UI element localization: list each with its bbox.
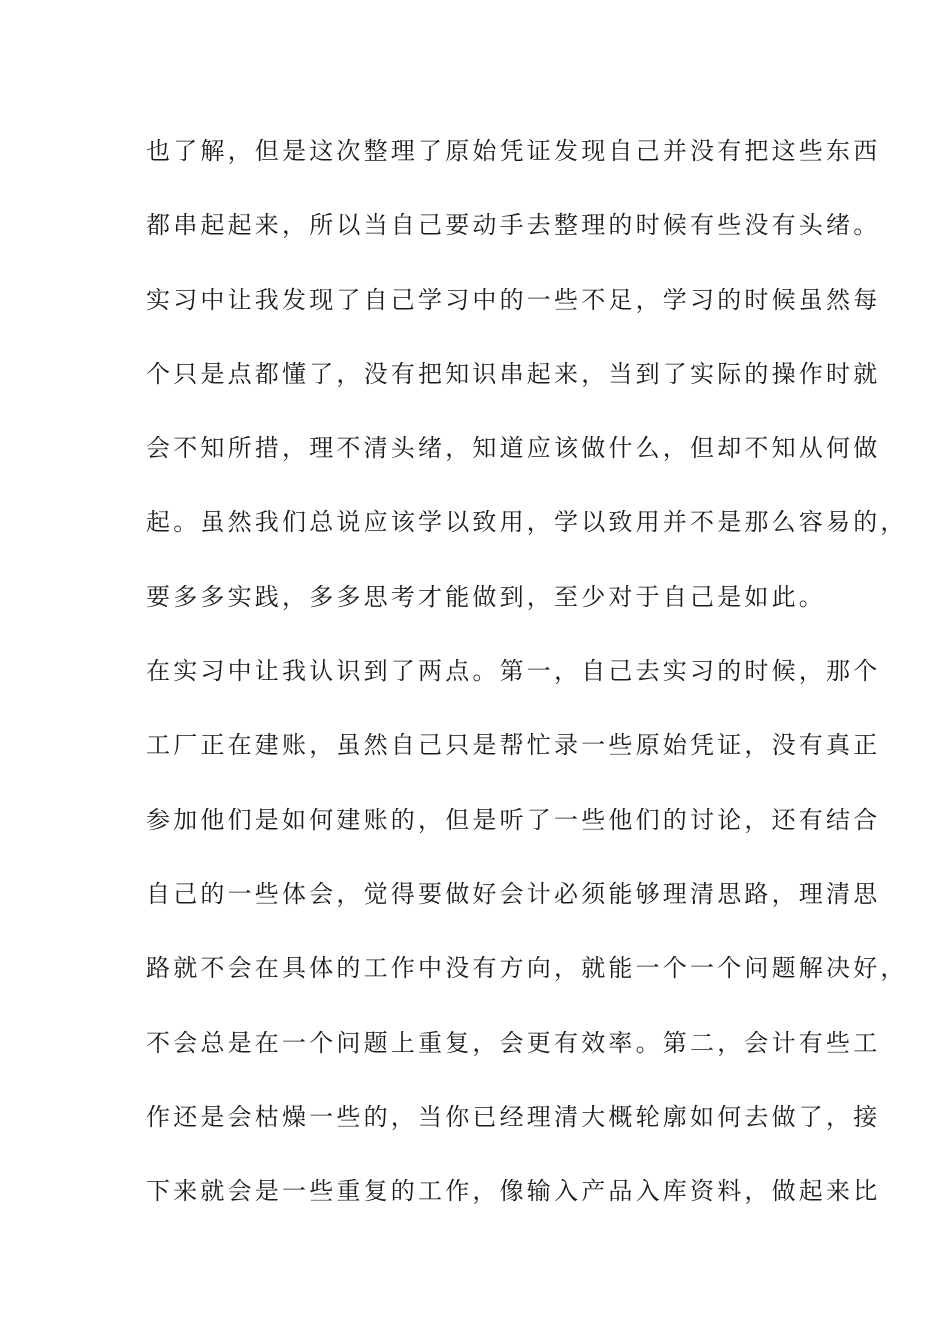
text-line: 要多多实践，多多思考才能做到，至少对于自己是如此。: [146, 582, 826, 611]
text-line: 工厂正在建账，虽然自己只是帮忙录一些原始凭证，没有真正: [146, 731, 881, 760]
text-line: 也了解，但是这次整理了原始凭证发现自己并没有把这些东西: [146, 137, 881, 165]
text-line: 作还是会枯燥一些的，当你已经理清大概轮廓如何去做了，接: [146, 1102, 881, 1131]
text-line: 自己的一些体会，觉得要做好会计必须能够理清思路，理清思: [146, 879, 881, 908]
text-line: 在实习中让我认识到了两点。第一，自己去实习的时候，那个: [146, 657, 881, 686]
document-body: [146, 133, 908, 1247]
text-line: 下来就会是一些重复的工作，像输入产品入库资料，做起来比: [146, 1177, 881, 1206]
text-line: 不会总是在一个问题上重复，会更有效率。第二，会计有些工: [146, 1028, 881, 1057]
text-line: 参加他们是如何建账的，但是听了一些他们的讨论，还有结合: [146, 805, 881, 834]
text-line: 会不知所措，理不清头绪，知道应该做什么，但却不知从何做: [146, 434, 881, 463]
text-line: 实习中让我发现了自己学习中的一些不足，学习的时候虽然每: [146, 285, 881, 314]
text-line: 路就不会在具体的工作中没有方向，就能一个一个问题解决好，: [146, 954, 908, 983]
text-line: 都串起起来，所以当自己要动手去整理的时候有些没有头绪。: [146, 211, 881, 240]
text-line: 起。虽然我们总说应该学以致用，学以致用并不是那么容易的，: [146, 508, 908, 537]
text-line: 个只是点都懂了，没有把知识串起来，当到了实际的操作时就: [146, 359, 881, 388]
